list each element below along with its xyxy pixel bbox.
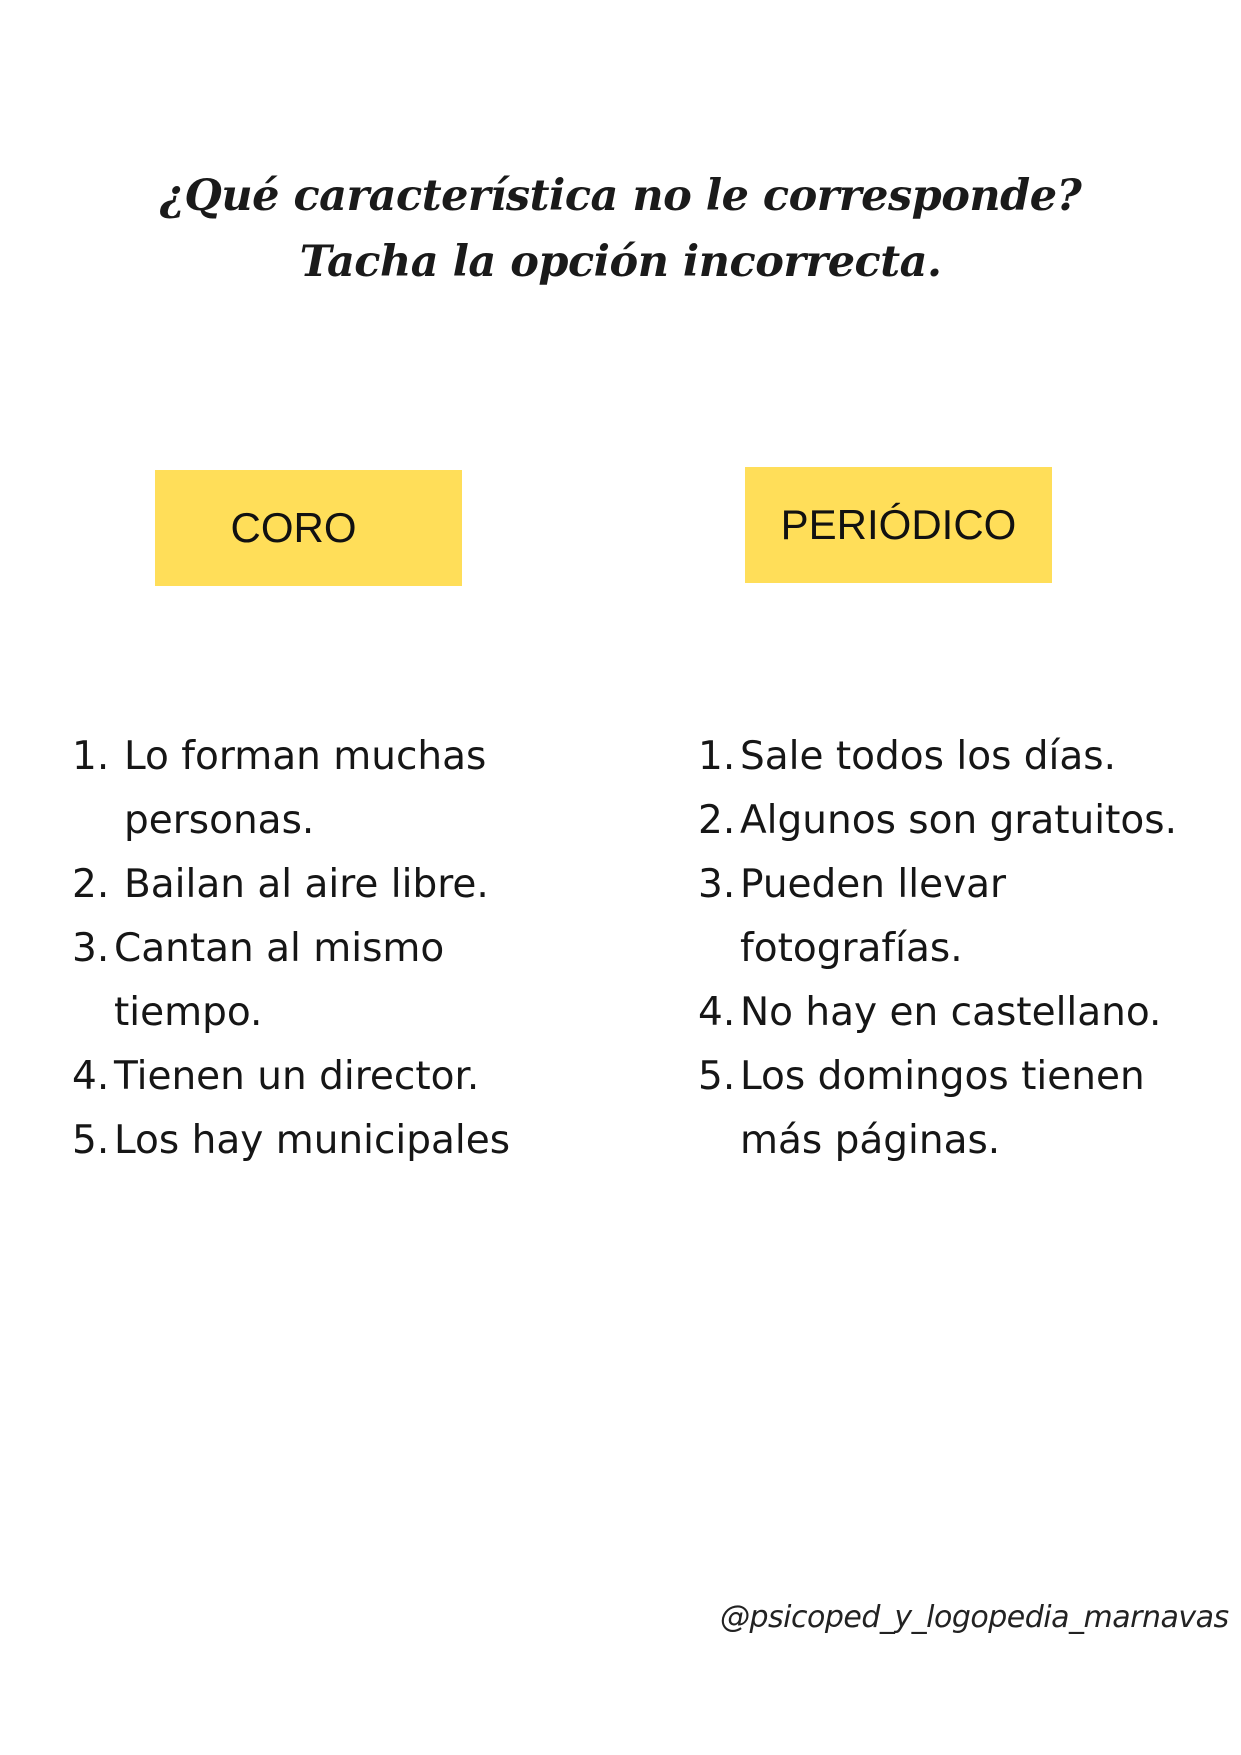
list-item[interactable] bbox=[698, 981, 1218, 1045]
item-number: 4. bbox=[72, 1054, 110, 1099]
item-text: Algunos son gratuitos. bbox=[740, 798, 1177, 843]
item-number: 3. bbox=[72, 926, 110, 971]
item-text: Lo forman muchas personas. bbox=[124, 734, 487, 843]
category-label-periodico bbox=[745, 467, 1052, 583]
item-text: Bailan al aire libre. bbox=[124, 862, 489, 907]
list-item[interactable] bbox=[72, 917, 552, 1045]
author-credit: @psicoped_y_logopedia_marnavas bbox=[720, 1600, 1229, 1635]
worksheet-title: ¿Qué característica no le corresponde? Tacha la opción incorrecta. bbox=[159, 171, 1082, 287]
list-item[interactable] bbox=[72, 853, 552, 917]
list-item[interactable] bbox=[72, 1045, 552, 1109]
item-number: 2. bbox=[72, 862, 110, 907]
item-text: Los hay municipales bbox=[114, 1118, 511, 1163]
category-label-text: CORO bbox=[230, 504, 357, 551]
list-item[interactable] bbox=[698, 725, 1218, 789]
item-text: Cantan al mismo tiempo. bbox=[114, 926, 445, 1035]
item-text: Tienen un director. bbox=[114, 1054, 480, 1099]
item-text: Los domingos tienen más páginas. bbox=[740, 1054, 1145, 1163]
list-item[interactable] bbox=[698, 1045, 1218, 1173]
item-text: Sale todos los días. bbox=[740, 734, 1116, 779]
item-text: No hay en castellano. bbox=[740, 990, 1162, 1035]
category-label-coro bbox=[155, 470, 462, 586]
item-number: 1. bbox=[698, 734, 736, 779]
list-item[interactable] bbox=[698, 789, 1218, 853]
item-number: 5. bbox=[698, 1054, 736, 1099]
coro-options-list bbox=[72, 725, 552, 1173]
item-number: 3. bbox=[698, 862, 736, 907]
item-number: 5. bbox=[72, 1118, 110, 1163]
list-item[interactable] bbox=[72, 1109, 552, 1173]
list-item[interactable] bbox=[698, 853, 1218, 981]
item-text: Pueden llevar fotografías. bbox=[740, 862, 1007, 971]
category-label-text: PERIÓDICO bbox=[780, 501, 1017, 548]
item-number: 1. bbox=[72, 734, 110, 779]
list-item[interactable] bbox=[72, 725, 552, 853]
periodico-options-list bbox=[698, 725, 1218, 1173]
item-number: 2. bbox=[698, 798, 736, 843]
item-number: 4. bbox=[698, 990, 736, 1035]
